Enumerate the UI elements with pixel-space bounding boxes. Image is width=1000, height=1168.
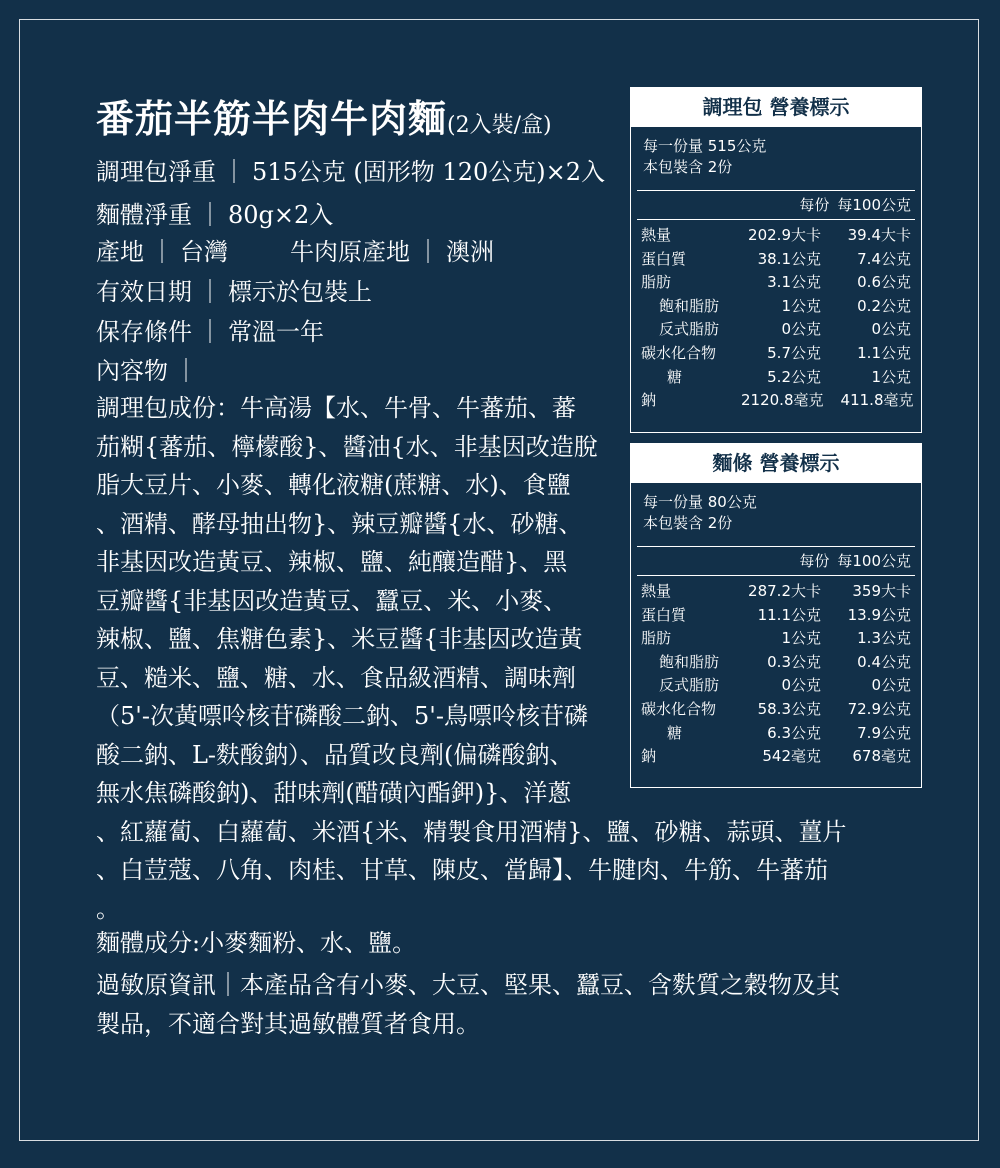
allergen-line: 過敏原資訊｜本產品含有小麥、大豆、堅果、蠶豆、含麩質之穀物及其: [96, 971, 840, 999]
spec-beef-origin-label: 牛肉原產地: [290, 238, 410, 266]
spec-storage: 保存條件 ｜ 常溫一年: [96, 318, 324, 346]
nutrition-row: 飽和脂肪 1公克 0.2公克: [659, 296, 911, 315]
nutrition-row: 反式脂肪 0公克 0公克: [659, 676, 911, 695]
package-info: (2入裝/盒): [447, 113, 552, 138]
nutrition-sauce-heading: 調理包 營養標示: [631, 88, 921, 127]
nutrition-row: 蛋白質 11.1公克 13.9公克: [641, 605, 911, 624]
nutrition-row: 脂肪 3.1公克 0.6公克: [641, 273, 911, 292]
ingredients-line: 茄糊{蕃茄、檸檬酸}、醬油{水、非基因改造脫: [96, 432, 598, 461]
ingredients-line: 調理包成份：牛高湯【水、牛骨、牛蕃茄、蕃: [96, 394, 576, 422]
product-title: [96, 88, 552, 143]
spec-expiry: 有效日期 ｜ 標示於包裝上: [96, 278, 372, 306]
ingredients-line: 、紅蘿蔔、白蘿蔔、米酒{米、精製食用酒精}、鹽、砂糖、蒜頭、薑片: [96, 817, 847, 846]
nutrition-row: 熱量 202.9大卡 39.4大卡: [641, 226, 911, 244]
nutrition-row: 碳水化合物 58.3公克 72.9公克: [641, 699, 911, 718]
spec-noodle-weight: 麵體淨重 ｜ 80g×2入: [96, 201, 334, 229]
ingredients-line: 辣椒、鹽、焦糖色素}、米豆醬{非基因改造黃: [96, 625, 583, 653]
spec-contents: 內容物 ｜: [96, 357, 198, 385]
nutrition-row: 糖 5.2公克 1公克: [667, 367, 911, 386]
nutrition-noodle-heading: 麵條 營養標示: [631, 444, 921, 483]
ingredients-line: 豆、糙米、鹽、糖、水、食品級酒精、調味劑: [96, 663, 576, 692]
nutrition-row: 熱量 287.2大卡 359大卡: [641, 582, 911, 600]
ingredients-line: 。: [96, 894, 120, 923]
nutrition-noodle-rows: [631, 576, 921, 775]
nutrition-sauce-rows: [631, 220, 921, 419]
ingredients-line: 豆瓣醬{非基因改造黃豆、蠶豆、米、小麥、: [96, 586, 568, 615]
ingredients-line: 、白荳蔻、八角、肉桂、甘草、陳皮、當歸】、牛腱肉、牛筋、牛蕃茄: [96, 856, 828, 884]
allergen-info: [96, 966, 840, 1043]
spec-origin: 產地 ｜ 台灣 牛肉原產地 ｜ 澳洲: [96, 238, 494, 266]
nutrition-row: 反式脂肪 0公克 0公克: [659, 320, 911, 339]
nutrition-row: 鈉 2120.8毫克 411.8毫克: [641, 391, 914, 410]
spec-sauce-weight: 調理包淨重 ｜ 515公克 (固形物 120公克)×2入: [96, 158, 605, 186]
noodle-ingredients: 麵體成分:小麥麵粉、水、鹽。: [96, 929, 417, 957]
nutrition-noodle-serving: 每一份量 80公克 本包裝含 2份: [643, 493, 757, 532]
nutrition-row: 糖 6.3公克 7.9公克: [667, 723, 911, 742]
ingredients-line: 、酒精、酵母抽出物}、辣豆瓣醬{水、砂糖、: [96, 509, 583, 538]
ingredients-line: （5'-次黃嘌呤核苷磷酸二鈉、5'-鳥嘌呤核苷磷: [96, 702, 588, 730]
nutrition-noodle-column-header: 每份 每100公克: [637, 546, 915, 576]
nutrition-row: 脂肪 1公克 1.3公克: [641, 629, 911, 648]
spec-beef-origin-value: 澳洲: [446, 238, 494, 266]
nutrition-row: 碳水化合物 5.7公克 1.1公克: [641, 343, 911, 362]
nutrition-noodle-box: [630, 443, 922, 788]
nutrition-sauce-box: [630, 87, 922, 433]
nutrition-sauce-serving: 每一份量 515公克 本包裝含 2份: [643, 137, 767, 176]
allergen-line: 製品，不適合對其過敏體質者食用。: [96, 1009, 480, 1038]
ingredients-line: 無水焦磷酸鈉)、甜味劑(醋磺內酯鉀)}、洋蔥: [96, 779, 572, 807]
ingredients-line: 非基因改造黃豆、辣椒、鹽、純釀造醋}、黑: [96, 548, 568, 576]
nutrition-row: 鈉 542毫克 678毫克: [641, 747, 911, 766]
nutrition-sauce-column-header: 每份 每100公克: [637, 190, 915, 220]
product-name: 番茄半筋半肉牛肉麵: [96, 96, 448, 141]
ingredients-line: 脂大豆片、小麥、轉化液糖(蔗糖、水)、食鹽: [96, 471, 571, 499]
nutrition-row: 飽和脂肪 0.3公克 0.4公克: [659, 652, 911, 671]
ingredients-line: 酸二鈉、L-麩酸鈉）、品質改良劑(偏磷酸鈉、: [96, 740, 574, 769]
nutrition-row: 蛋白質 38.1公克 7.4公克: [641, 249, 911, 268]
